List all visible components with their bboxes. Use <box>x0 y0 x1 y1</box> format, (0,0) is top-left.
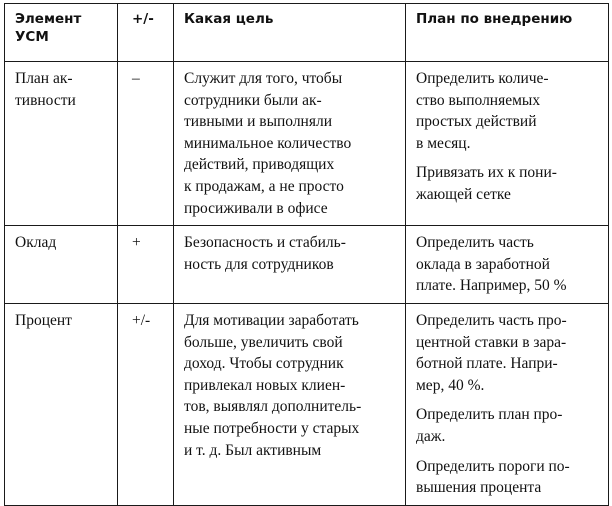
text-line: сотрудники были ак- <box>184 91 322 109</box>
text-line: привлекал новых клиен- <box>184 376 346 394</box>
text-line: Для мотивации заработать <box>184 311 359 329</box>
cell-goal <box>174 62 406 226</box>
text-line: Привязать их к пони- <box>416 164 557 182</box>
text-line: Определить часть <box>416 234 534 252</box>
text-line: ство выполняемых <box>416 91 541 109</box>
cell-element <box>5 303 118 505</box>
plan-paragraph <box>416 68 602 154</box>
text-line: действий, приводящих <box>184 156 335 174</box>
text-line: Процент <box>15 311 72 329</box>
cell-plan <box>406 226 609 304</box>
header-element <box>5 4 118 62</box>
text-line: Оклад <box>15 234 57 252</box>
cell-element <box>5 62 118 226</box>
text-line: центной ставки в зара- <box>416 333 567 351</box>
text-line: Определить план про- <box>416 406 563 424</box>
header-element-line: УСМ <box>15 29 49 45</box>
plan-paragraph <box>416 404 602 447</box>
cell-sign: + <box>118 226 174 304</box>
text-line: оклада в заработной <box>416 255 550 273</box>
header-plan: План по внедрению <box>406 4 609 62</box>
plan-paragraph <box>416 310 602 396</box>
header-goal: Какая цель <box>174 4 406 62</box>
text-line: ность для сотрудников <box>184 255 334 273</box>
text-line: План ак- <box>15 70 73 87</box>
text-line: в месяц. <box>416 134 471 152</box>
text-line: простых действий <box>416 113 537 131</box>
text-line: Безопасность и стабиль- <box>184 234 346 252</box>
table-row <box>5 226 609 304</box>
cell-sign: – <box>118 62 174 226</box>
cell-plan <box>406 303 609 505</box>
text-line: ботной плате. Напри- <box>416 355 558 373</box>
usm-table <box>4 3 609 506</box>
text-line: Служит для того, чтобы <box>184 70 343 87</box>
header-row <box>5 4 609 62</box>
text-line: доход. Чтобы сотрудник <box>184 355 344 373</box>
text-line: Определить количе- <box>416 70 549 87</box>
header-element-line: Элемент <box>15 11 82 27</box>
cell-sign: +/- <box>118 303 174 505</box>
table-row <box>5 303 609 505</box>
cell-goal <box>174 226 406 304</box>
text-line: больше, увеличить свой <box>184 333 343 351</box>
plan-paragraph <box>416 232 602 297</box>
table-row <box>5 62 609 226</box>
text-line: вышения процента <box>416 479 542 497</box>
text-line: мер, 40 %. <box>416 376 485 394</box>
plan-paragraph <box>416 456 602 499</box>
text-line: к продажам, а не просто <box>184 177 344 195</box>
text-line: просиживали в офисе <box>184 199 328 217</box>
text-line: ные потребности у старых <box>184 419 360 437</box>
text-line: тивности <box>15 91 76 109</box>
plan-paragraph <box>416 162 602 205</box>
cell-goal <box>174 303 406 505</box>
text-line: Определить часть про- <box>416 311 567 329</box>
text-line: Определить пороги по- <box>416 457 570 475</box>
text-line: жающей сетке <box>416 185 511 203</box>
text-line: минимальное количество <box>184 134 352 152</box>
cell-element <box>5 226 118 304</box>
text-line: тов, выявлял дополнитель- <box>184 398 362 416</box>
text-line: плате. Например, 50 % <box>416 277 567 295</box>
text-line: даж. <box>416 427 446 445</box>
cell-plan <box>406 62 609 226</box>
text-line: и т. д. Был активным <box>184 441 322 459</box>
header-sign: +/- <box>118 4 174 62</box>
text-line: тивными и выполняли <box>184 113 333 131</box>
